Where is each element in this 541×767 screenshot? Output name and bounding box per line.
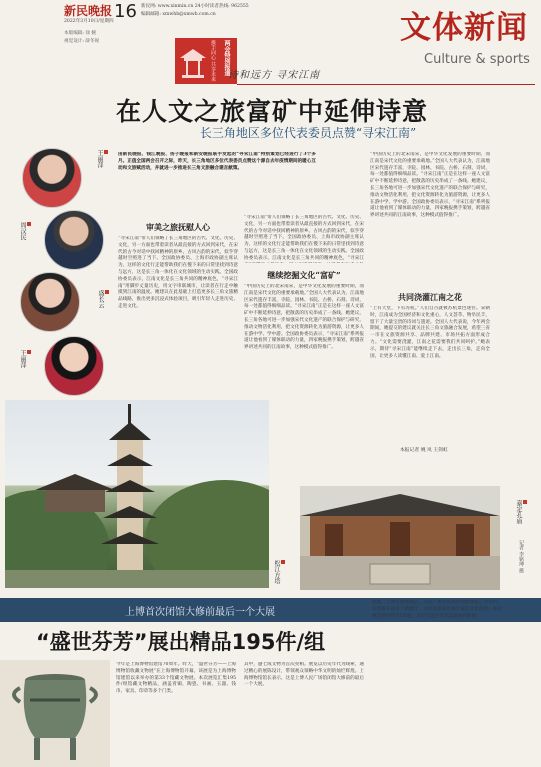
delegate-photo xyxy=(44,336,104,396)
bronze-vessel-illustration xyxy=(0,660,110,767)
delegate-name: 王丽萍 xyxy=(95,150,108,168)
temple-illustration xyxy=(300,486,500,590)
lead-body-3: “上有天堂，下有苏杭。”人们自古就被苏杭景色迷住。宋朝时，江南成为全国经济和文化重心，人文荟萃、物阜民丰，留下了大量宝贵的诗词与遗迹。全国人大代表说，今年两会期间，她提交的建议就关注长三角文旅融合发展，希望三省一市在文旅资源共享、品牌共建、市场共拓方面形成合力。“文化需要浇灌，江南之花需要我们共同呵护。”她表示，期待“寻宋江南”能继续走下去，走出长三角，走向全国，让更多人读懂江南、爱上江南。 xyxy=(370,306,490,359)
lead-subhead-1: 审美之旅抚慰人心 xyxy=(146,222,210,232)
delegate-name: 周汉民 xyxy=(18,222,31,240)
pagoda-photo xyxy=(5,400,269,588)
calligraphy-banner: 诗和远方 寻宋江南 xyxy=(228,70,321,81)
lead-body-2: “中国历史上的北宋南宋，是中华文化发展的重要时期，而江南是宋代文化的重要承载地。”全国人大代表认为，江南地区宋代遗存丰富，寺院、园林、书院、古桥、石刻、诗词，每一处都值得细细品读。“寻宋江南”正是在这样一座人文富矿中不断延伸诗意，把散落的历史串成了一条线。她建议，长三角各地可进一步加强宋代文化遗产的联合保护与研究，推动文物活化利用，把文化资源转化为旅游资源，让更多人在游中学、学中游。全国政协委员表示，“寻宋江南”系列报道让他看到了媒体联动的力量，四家晚报携手策划，跨越省界讲述共同的江南故事，这种模式值得推广。 xyxy=(244,284,364,351)
delegate-photo xyxy=(20,272,80,332)
lead-body-2-cont: “中国历史上的北宋南宋，是中华文化发展的重要时期，而江南是宋代文化的重要承载地。”全国人大代表认为，江南地区宋代遗存丰富，寺院、园林、书院、古桥、石刻、诗词，每一处都值得细细品读。“寻宋江南”正是在这样一座人文富矿中不断延伸诗意，把散落的历史串成了一条线。她建议，长三角各地可进一步加强宋代文化遗产的联合保护与研究，推动文物活化利用，把文化资源转化为旅游资源，让更多人在游中学、学中游。全国政协委员表示，“寻宋江南”系列报道让他看到了媒体联动的力量，四家晚报携手策划，跨越省界讲述共同的江南故事，这种模式值得推广。 xyxy=(370,152,490,219)
lead-headline: 在人文之旅富矿中延伸诗意 xyxy=(115,97,428,126)
lead-subhead-2: 继续挖掘文化“富矿” xyxy=(267,270,341,280)
pagoda-illustration xyxy=(5,400,269,588)
second-body-2: 其中，逾七成文物为首次亮相。展览以历史年代为线索，通过精心的展陈设计，带领观众领略中华文明的灿烂辉煌。上海博物馆馆长表示，这是上博人民广场馆闭馆大修前的最后一个大展。 xyxy=(244,662,364,688)
second-body-1: 今年是上海博物馆建馆70周年。昨天，“盛世芬芳——上海博物馆收藏文物展”在上海博物馆开幕，该展是为上海博物馆建馆以来举办的第33个馆藏文物展。本次展览汇集195件/组馆藏文物精品，涵盖青铜、陶瓷、书画、玉器、钱币、家具、印章等多个门类。 xyxy=(116,662,236,695)
second-body-3: 据悉，上博东馆建成后，人民广场馆将进行闭馆改造。今年内，东馆将开设多个新展厅，为市民带来更加丰富的文化体验。本次展览将持续至5月底，市民可通过官方渠道预约参观。 xyxy=(372,600,502,619)
delegate-photo xyxy=(44,210,104,270)
lead-subhead-3: 共同浇灌江南之花 xyxy=(398,292,462,302)
delegate-name: 王丽萍 xyxy=(18,350,31,368)
special-column-label: 两会特别报道 xyxy=(223,40,230,76)
lead-byline: 本报记者 姚 岚 王剑虹 xyxy=(400,448,448,453)
page-number: 16 xyxy=(114,1,137,22)
editor-line-2: 视觉设计: 薛冬锐 xyxy=(64,39,100,44)
editor-line-1: 本版编辑: 徐 婉 xyxy=(64,31,97,36)
lead-intro: 由新民晚报、钱江晚报、扬子晚报和新安晚报联手发起的“寻宋江南”特别策划已经进行了3个多月。正值全国两会召开之际，昨天，长三角地区多位代表委员点赞这个源自去年疫情期间的暖心互动和文旅赋活动，并就进一步推进长三角文旅融合建言献策。 xyxy=(118,152,316,171)
issue-date: 2022年3月10日/星期四 xyxy=(64,19,114,24)
lead-subheadline: 长三角地区多位代表委员点赞“寻宋江南” xyxy=(199,126,417,140)
lead-body-1: “寻宋江南”带人们领略了长三角地区的古代、文化、历史、文化，另一方面也带着读者从最直接的方式回到宋代，在宋代的古今对话中找回精神的原乡。古风古韵的宋代，似乎穿越时空照进了当下。全国政协委员、上海市政协副主席认为，这样的文化行走能帮助我们在慢下来的日常里找到诗意与远方，这是长三角一体化在文化领域的生动实践。全国政协委员表示，江南文化是长三角共同的精神底色，“寻宋江南”用脚步丈量历史，用文字串联城市，让读者在行走中触摸到江南的温度。她建议在此基础上打造更多长三角文旅精品线路，推出更多沉浸式体验项目，吸引年轻人走进历史、走进文化。 xyxy=(118,236,238,309)
temple-photo xyxy=(300,486,500,590)
pavilion-icon xyxy=(178,46,208,80)
section-title-en: Culture & sports xyxy=(424,52,530,67)
photo-credit: 记者 李铭珅 摄 xyxy=(518,540,524,574)
masthead xyxy=(0,0,541,92)
second-kicker: 上博首次闭馆大修前最后一个大展 xyxy=(125,607,275,618)
section-title: 文体新闻 xyxy=(400,10,528,46)
contact-line-1: 新民网: www.xinmin.cn 24小时读者热线: 962555 xyxy=(141,4,249,9)
artifact-photo xyxy=(0,660,110,767)
lead-body-1-cont: “寻宋江南”带人们领略了长三角地区的古代、文化、历史、文化，另一方面也带着读者从最直接的方式回到宋代，在宋代的古今对话中找回精神的原乡。古风古韵的宋代，似乎穿越时空照进了当下。全国政协委员、上海市政协副主席认为，这样的文化行走能帮助我们在慢下来的日常里找到诗意与远方，这是长三角一体化在文化领域的生动实践。全国政协委员表示，江南文化是长三角共同的精神底色，“寻宋江 xyxy=(244,215,364,261)
photo-caption-temple: 嘉定孔庙 xyxy=(514,500,527,524)
second-headline: “盛世芬芳”展出精品195件/组 xyxy=(36,630,326,654)
special-column-slogan: 携手同心 共享未来 xyxy=(210,40,216,82)
photo-caption-pagoda: 松江方塔 xyxy=(272,560,285,584)
delegate-photo xyxy=(22,148,82,208)
header-rule xyxy=(237,84,535,85)
delegate-name: 盛长云 xyxy=(96,290,109,308)
paper-name: 新民晚报 xyxy=(64,4,113,18)
contact-line-2: 编辑邮箱: xmwhb@xmwb.com.cn xyxy=(141,12,216,17)
